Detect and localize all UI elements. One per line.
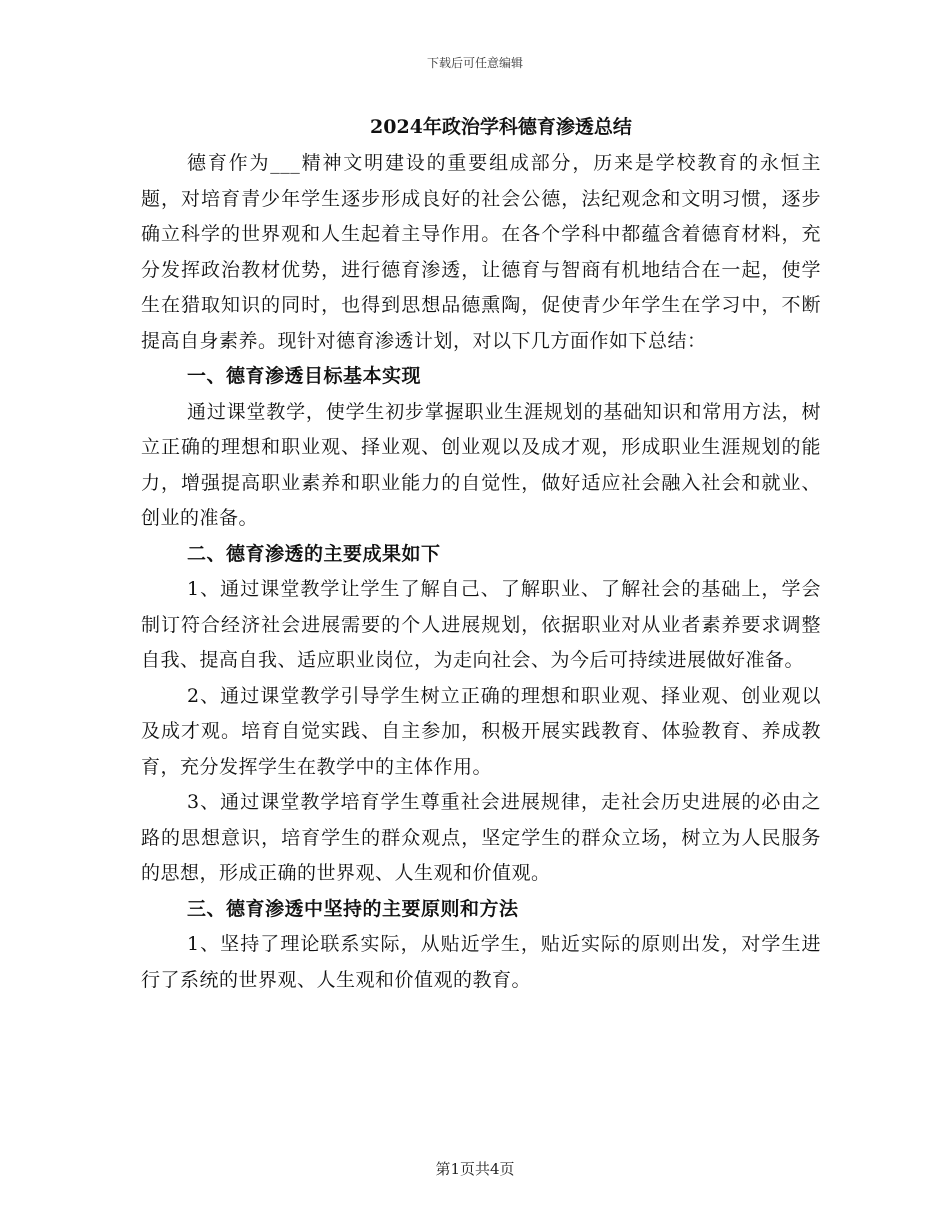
section-3-item-1: 1、坚持了理论联系实际，从贴近学生，贴近实际的原则出发，对学生进行了系统的世界观、人生观和价值观的教育。 xyxy=(141,933,821,991)
document-title: 2024年政治学科德育渗透总结 xyxy=(370,116,632,138)
section-heading-1: 一、德育渗透目标基本实现 xyxy=(187,365,422,387)
section-1-paragraph: 通过课堂教学，使学生初步掌握职业生涯规划的基础知识和常用方法，树立正确的理想和职业观、择业观、创业观以及成才观，形成职业生涯规划的能力，增强提高职业素养和职业能力的自觉性，做好适应社会融入社会和就业、创业的准备。 xyxy=(141,400,821,529)
section-2-item-3: 3、通过课堂教学培育学生尊重社会进展规律，走社会历史进展的必由之路的思想意识，培育学生的群众观点，坚定学生的群众立场，树立为人民服务的思想，形成正确的世界观、人生观和价值观。 xyxy=(141,791,821,884)
section-2-item-1: 1、通过课堂教学让学生了解自己、了解职业、了解社会的基础上，学会制订符合经济社会进展需要的个人进展规划，依据职业对从业者素养要求调整自我、提高自我、适应职业岗位，为走向社会、为今后可持续进展做好准备。 xyxy=(141,578,821,671)
section-heading-3: 三、德育渗透中坚持的主要原则和方法 xyxy=(187,897,519,920)
document-page xyxy=(141,108,821,998)
intro-paragraph: 德育作为___精神文明建设的重要组成部分，历来是学校教育的永恒主题，对培育青少年学生逐步形成良好的社会公德，法纪观念和文明习惯，逐步确立科学的世界观和人生起着主导作用。在各个学科中都蕴含着德育材料，充分发挥政治教材优势，进行德育渗透，让德育与智商有机地结合在一起，使学生在猎取知识的同时，也得到思想品德熏陶，促使青少年学生在学习中，不断提高自身素养。现针对德育渗透计划，对以下几方面作如下总结： xyxy=(141,152,821,352)
header-note: 下载后可任意编辑 xyxy=(426,56,523,70)
section-2-item-2: 2、通过课堂教学引导学生树立正确的理想和职业观、择业观、创业观以及成才观。培育自觉实践、自主参加，积极开展实践教育、体验教育、养成教育，充分发挥学生在教学中的主体作用。 xyxy=(141,684,821,778)
section-heading-2: 二、德育渗透的主要成果如下 xyxy=(187,542,441,565)
page-footer: 第1页共4页 xyxy=(435,1160,515,1178)
